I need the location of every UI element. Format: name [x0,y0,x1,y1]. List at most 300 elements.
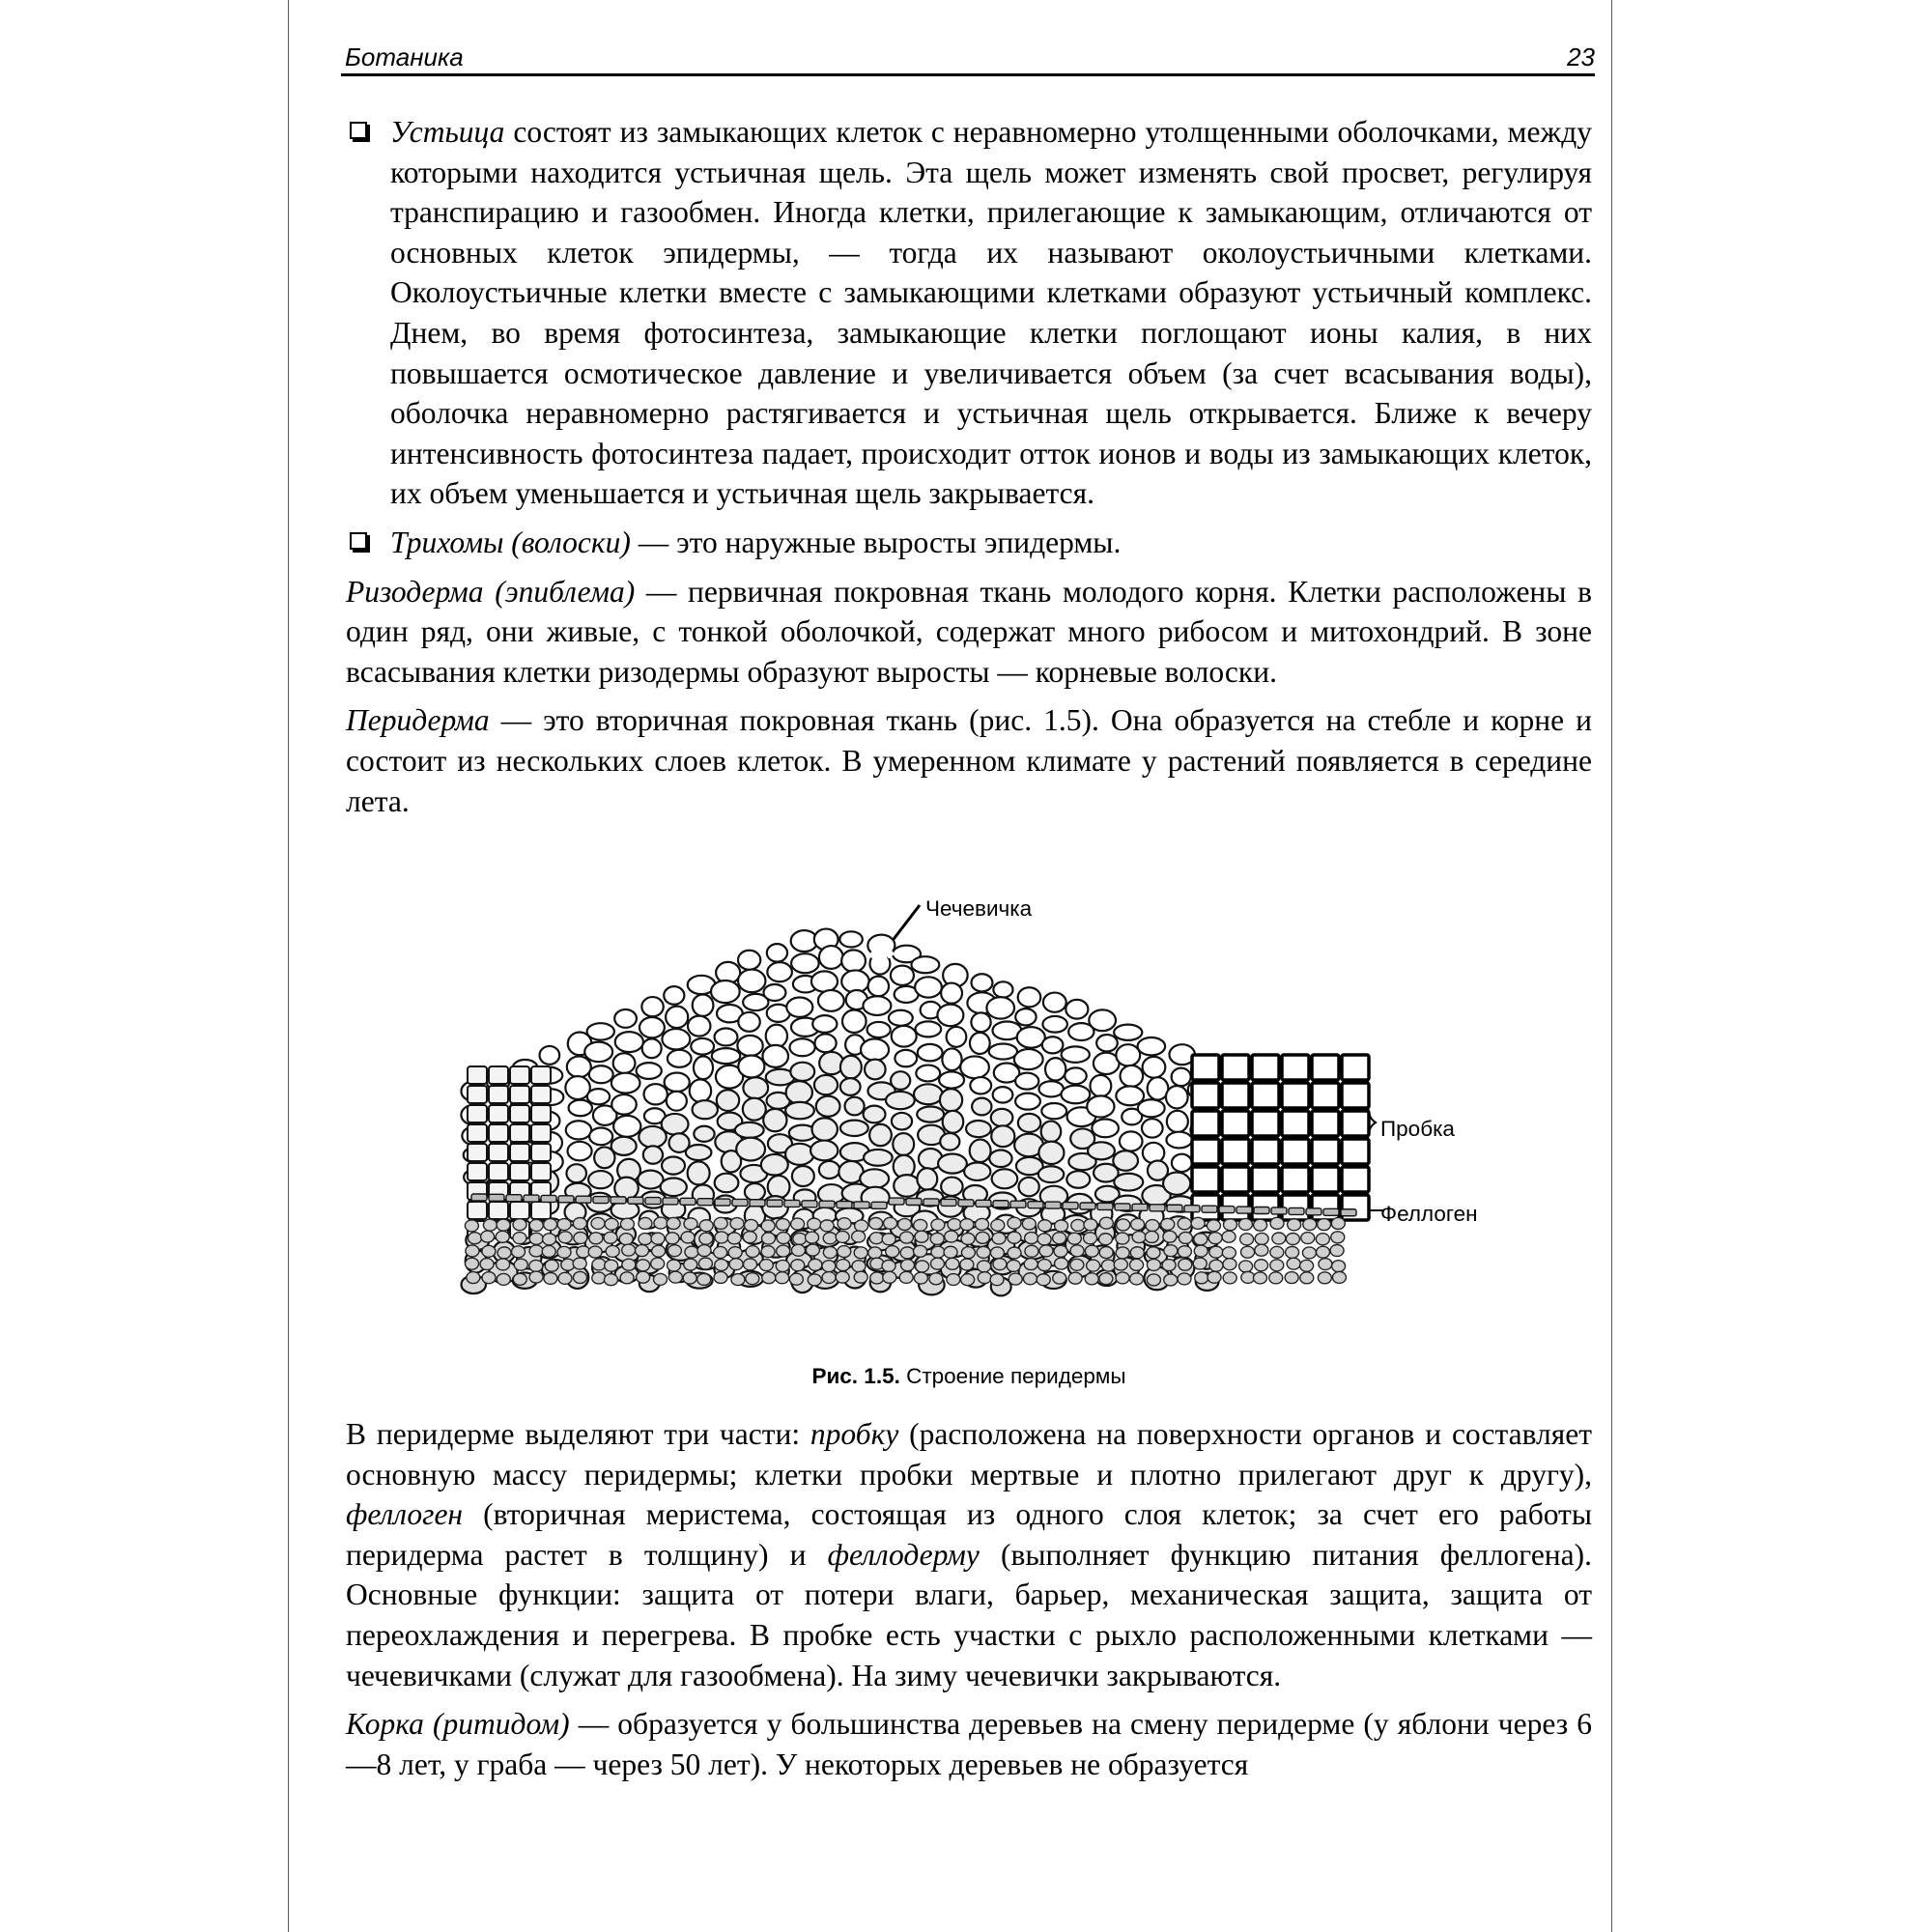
cell-shape [1167,1111,1188,1132]
cell-shape [668,1245,681,1257]
cell-shape [930,1233,944,1244]
cell-shape [1117,1219,1130,1231]
cell-shape [746,1273,759,1285]
cell-shape [489,1124,508,1142]
cell-shape [1222,1231,1236,1242]
cell-shape [976,1232,989,1243]
cell-shape [511,1246,525,1258]
cell-shape [639,1234,652,1245]
page-border-left [288,0,289,1932]
cell-shape [914,1245,927,1257]
cell-shape [714,1217,727,1229]
cell-shape [841,951,866,973]
term-trichomes: Трихомы (волоски) [390,525,631,559]
cell-shape [1178,1246,1191,1258]
cell-shape [1132,1204,1148,1210]
cell-shape [810,1141,838,1161]
cell-shape [506,1195,522,1202]
paragraph-rhizoderm [346,572,1592,693]
cell-shape [524,1195,539,1202]
cell-shape [889,1198,904,1205]
label-phellogen: Феллоген [1380,1202,1478,1227]
header-rule [341,73,1595,76]
cell-shape [1272,1233,1286,1244]
cell-shape [573,1218,586,1230]
cell-shape [940,1133,959,1151]
cell-shape [1015,1009,1036,1025]
cell-shape [1178,1273,1191,1285]
cell-shape [611,1137,637,1155]
cell-shape [688,1162,710,1185]
cell-shape [947,1027,967,1047]
cell-shape [663,1198,678,1205]
cell-shape [915,1231,928,1242]
cell-shape [513,1219,526,1231]
cell-shape [1087,1260,1100,1271]
cell-shape [1099,1247,1113,1259]
label-lenticel: Чечевичка [925,896,1033,922]
cell-shape [1097,1204,1113,1210]
cell-shape [1101,1260,1115,1271]
cell-shape [822,1272,836,1284]
cell-shape [1300,1272,1314,1284]
cell-shape [1209,1260,1223,1271]
cell-shape [1270,1246,1284,1258]
cell-shape [809,1259,822,1270]
cell-shape [819,1161,839,1179]
term-rhizoderm: Ризодерма (эпиблема) [346,574,636,609]
cell-shape [1037,1234,1051,1245]
cell-shape [743,1098,766,1121]
cell-shape [976,1200,991,1207]
cell-shape [1085,1273,1098,1285]
cell-shape [736,1138,765,1161]
cell-shape [1219,1207,1235,1213]
cell-shape [840,1078,861,1095]
cell-shape [836,1271,849,1283]
cell-shape [837,1260,850,1271]
cell-shape [930,1258,944,1269]
cell-shape [940,1089,962,1111]
cell-shape [1194,1234,1208,1245]
cell-shape [628,1197,643,1204]
cell-shape [1025,1233,1038,1244]
cell-shape [731,1274,745,1286]
cell-shape [970,1140,991,1162]
cell-shape [645,1198,661,1205]
cell-shape [1041,1103,1066,1119]
cell-shape [1130,1247,1144,1259]
cell-shape [970,1033,990,1054]
cell-shape [1192,1111,1219,1136]
cell-shape [1195,1272,1208,1284]
cell-shape [573,1258,586,1269]
cell-shape [592,1272,606,1284]
cell-shape [688,1016,710,1037]
cell-shape [1318,1219,1331,1231]
cell-shape [557,1219,571,1231]
term-cork: пробку [810,1417,899,1452]
cell-shape [489,1194,504,1201]
cell-shape [1053,1233,1066,1244]
cell-shape [978,1272,991,1284]
cell-shape [686,1145,712,1160]
cell-shape [768,1176,790,1198]
cell-shape [489,1202,508,1219]
cell-shape [1289,1208,1304,1214]
cell-shape [1147,1247,1160,1259]
cell-shape [941,1199,956,1206]
cell-shape [869,1124,892,1146]
cell-shape [1282,1055,1309,1080]
bullet-text: состоят из замыкающих клеток с неравномерно утолщенными оболочками, между которыми находится устьичная щель. Эта щель может изменять свой просвет, регулируя транспирацию и газообмен. Иногда клетки, прилегающие к замыкающим, отличаются от основных клеток эпидермы, — тогда их называют околоустьичными клетками. Околоустьичные клетки вместе с замыкающими клетками образуют устьичный комплекс. Днем, во время фотосинтеза, замыкающие клетки поглощают ионы калия, в них повышается осмотическое давление и увеличивается объем (за счет всасывания воды), оболочка неравномерно растягивается и устьичная щель открывается. Ближе к вечеру интенсивность фотосинтеза падает, происходит отток ионов и воды из замыкающих клеток, их объем уменьшается и устьичная щель закрывается. [390,115,1592,511]
cell-shape [641,997,663,1016]
cell-shape [852,1231,866,1242]
cell-shape [1164,1274,1178,1286]
cell-shape [711,980,740,1003]
cell-shape [1116,1233,1129,1244]
cell-shape [948,1219,961,1231]
cell-shape [972,1098,991,1116]
cell-shape [941,1178,962,1196]
cell-shape [715,1199,730,1206]
cell-shape [992,1233,1006,1244]
cell-shape [931,1219,945,1231]
cell-shape [786,998,812,1017]
cell-shape [1146,1220,1159,1232]
cell-shape [1042,1016,1066,1033]
cell-shape [1252,1055,1279,1080]
cell-shape [529,1220,543,1232]
cell-shape [946,1258,959,1269]
cell-shape [1241,1271,1255,1283]
cell-shape [745,1183,765,1201]
cell-shape [728,1247,742,1259]
cell-shape [1053,1272,1066,1284]
cell-shape [1236,1207,1252,1213]
cell-shape [978,1261,991,1272]
cell-shape [762,1272,776,1284]
cell-shape [667,1092,687,1111]
cell-shape [489,1105,508,1122]
cell-shape [763,1109,786,1131]
cell-shape [1318,1272,1331,1284]
cell-shape [666,1007,688,1029]
cell-shape [865,1060,886,1080]
cell-shape [664,986,684,1005]
cell-shape [791,953,819,973]
cell-shape [589,1128,612,1146]
cell-shape [639,1218,652,1230]
cell-shape [971,1012,990,1032]
cell-shape [1009,1273,1022,1285]
cell-shape [1179,1233,1192,1244]
cell-shape [531,1163,551,1180]
cell-shape [991,1125,1014,1147]
cell-shape [986,997,1014,1018]
cell-shape [906,1199,922,1206]
cell-shape [776,1219,789,1231]
cell-shape [791,1218,805,1230]
cell-shape [1192,1167,1219,1192]
cell-shape [1147,1259,1160,1270]
cell-shape [1028,1202,1043,1208]
cell-shape [854,1271,867,1283]
cell-shape [792,1166,814,1186]
cell-shape [1222,1167,1249,1192]
cell-shape [852,1261,866,1272]
cell-shape [591,1217,605,1229]
cell-shape [622,1259,636,1270]
cell-shape [929,1273,943,1285]
cell-shape [568,1142,592,1161]
cell-shape [892,1026,917,1047]
cell-shape [1193,1258,1207,1269]
cell-shape [762,1045,788,1067]
cell-shape [466,1245,479,1257]
cell-shape [1055,1220,1068,1232]
cell-shape [759,1260,773,1271]
cell-shape [1286,1246,1299,1258]
cell-shape [468,1233,481,1244]
text-run: (вторичная меристема, состоящая из одного слоя клеток; за счет его работы перидерма растет в толщину) и [346,1497,1592,1572]
cell-shape [1038,1142,1064,1164]
cell-shape [791,1244,805,1256]
cell-shape [1282,1111,1309,1136]
cell-shape [738,951,760,970]
cell-shape [1042,1037,1064,1053]
cell-shape [816,1096,840,1117]
cell-shape [785,1144,814,1165]
cell-shape [639,1017,665,1037]
cell-shape [1254,1219,1267,1231]
cell-shape [1043,993,1066,1012]
cell-shape [1090,1075,1111,1096]
cell-shape [743,1232,756,1243]
cell-shape [1222,1055,1249,1080]
cell-shape [545,1260,558,1271]
cell-shape [863,996,891,1015]
cell-shape [785,1102,814,1119]
cell-shape [1147,1274,1160,1286]
cell-shape [611,1197,626,1204]
cell-shape [483,1219,497,1231]
cell-shape [1120,1131,1143,1151]
cell-shape [900,1247,914,1259]
cell-shape [767,944,787,961]
cell-shape [1192,1083,1219,1108]
cell-shape [1255,1234,1268,1245]
cell-shape [884,1217,897,1229]
cell-shape [814,1035,836,1053]
cell-shape [1115,1204,1130,1210]
cell-shape [1223,1272,1236,1284]
cell-shape [960,1057,989,1079]
cell-shape [735,1122,764,1138]
cell-shape [1114,1025,1142,1040]
cell-shape [1055,1258,1068,1269]
cell-shape [915,977,942,997]
cell-shape [1065,1000,1088,1019]
cell-shape [666,1233,679,1244]
cell-shape [690,1080,711,1103]
cell-shape [1025,1245,1038,1257]
cell-shape [544,1219,557,1231]
cell-shape [1098,1234,1112,1245]
cell-shape [714,1272,727,1284]
cell-shape [468,1163,487,1180]
cell-shape [637,1063,662,1079]
cell-shape [993,1201,1009,1208]
cell-shape [651,1233,665,1244]
cell-shape [989,1151,1011,1168]
cell-shape [1240,1234,1254,1245]
cell-shape [891,966,914,985]
cell-shape [1018,987,1041,1007]
cell-shape [467,1272,480,1284]
cell-shape [1222,1139,1249,1164]
cell-shape [916,1261,929,1272]
cell-shape [1342,1083,1369,1108]
cell-shape [966,1121,991,1137]
cell-shape [636,1245,649,1257]
cell-shape [790,1063,814,1081]
cell-shape [606,1245,619,1257]
cell-shape [593,1197,609,1204]
cell-shape [1116,1247,1129,1259]
cell-shape [1191,1217,1205,1229]
cell-shape [531,1105,551,1122]
cell-shape [961,1247,975,1259]
cell-shape [808,1218,821,1230]
bullet-text: — это наружные выросты эпидермы. [630,525,1122,559]
paragraph-text: — это вторичная покровная ткань (рис. 1.5). Она образуется на стебле и корне и состоит из нескольких слоев клеток. В умеренном климате у растений появляется в середине лета. [346,703,1592,818]
cell-shape [1312,1055,1339,1080]
cell-shape [1312,1083,1339,1108]
cell-shape [540,1046,560,1065]
cell-shape [468,1144,487,1161]
cell-shape [529,1245,543,1257]
cell-shape [1319,1259,1332,1270]
cell-shape [1192,1055,1219,1080]
paragraph-text: — образуется у большинства деревьев на смену перидерме (у яблони через 6—8 лет, у граба — через 50 лет). У некоторых деревьев не образуется [346,1707,1593,1781]
paragraph-periderm-parts [346,1414,1592,1695]
page-border-right [1611,0,1612,1932]
cell-shape [1008,1232,1021,1243]
cell-shape [777,1245,790,1257]
cell-shape [1194,1245,1208,1257]
figure-caption [346,1356,1592,1397]
cell-shape [1172,1154,1192,1172]
cell-shape [822,1261,836,1272]
cell-shape [791,1260,805,1271]
cell-shape [1179,1259,1192,1270]
cell-shape [945,1231,958,1242]
figure-periderm [346,844,1592,1389]
cell-shape [991,1109,1013,1126]
cell-shape [576,1196,591,1203]
cell-shape [1323,1208,1339,1215]
cell-shape [745,1220,758,1232]
cell-shape [1252,1167,1279,1192]
cell-shape [1096,1035,1118,1051]
cell-shape [1023,1273,1037,1285]
cell-shape [892,1113,912,1130]
cell-shape [1019,1178,1039,1197]
cell-shape [531,1144,551,1161]
cell-shape [840,1056,862,1079]
cell-shape [989,1044,1017,1060]
cell-shape [761,1220,775,1232]
cell-shape [993,1259,1007,1270]
cell-shape [900,1260,914,1271]
cell-shape [693,995,714,1016]
cell-shape [605,1218,618,1230]
cell-shape [1068,1272,1082,1284]
cell-shape [931,1246,945,1258]
cell-shape [868,1247,882,1259]
cell-shape [1312,1139,1339,1164]
cell-shape [1054,1245,1067,1257]
cell-shape [468,1124,487,1142]
cell-shape [1255,1244,1268,1256]
cell-shape [837,1202,852,1208]
cell-shape [938,1154,967,1174]
cell-shape [574,1272,587,1284]
cell-shape [542,1246,555,1258]
cell-shape [544,1272,557,1284]
cell-shape [584,1042,612,1063]
cell-shape [1238,1218,1252,1230]
cell-shape [514,1259,527,1270]
cell-shape [510,1105,529,1122]
cell-shape [611,1094,637,1115]
cell-shape [497,1219,510,1231]
cell-shape [558,1196,574,1203]
cell-shape [970,1077,991,1094]
cell-shape [727,1233,741,1244]
cell-shape [882,1260,895,1271]
cell-shape [842,1010,867,1033]
cell-shape [1301,1233,1315,1244]
cell-shape [497,1247,511,1259]
cell-shape [1331,1218,1345,1230]
cell-shape [729,1259,743,1270]
cell-shape [738,1056,764,1078]
cell-shape [923,1199,939,1206]
cell-shape [715,1029,738,1046]
cell-shape [730,1218,744,1230]
cell-shape [620,1272,634,1284]
cell-shape [620,1218,634,1230]
cell-shape [1164,1245,1178,1257]
cell-shape [513,1273,526,1285]
cell-shape [917,1168,937,1189]
cell-shape [911,956,939,973]
cell-shape [891,1071,910,1090]
cell-shape [1065,1068,1087,1085]
cell-shape [558,1272,572,1284]
cell-shape [750,1200,765,1207]
cell-shape [558,1232,572,1243]
cell-shape [1209,1246,1223,1258]
cell-shape [1239,1261,1253,1272]
cell-shape [761,1154,788,1176]
cell-shape [1113,1151,1138,1171]
cell-shape [976,1219,989,1231]
cell-shape [497,1274,510,1286]
cell-shape [893,1133,914,1155]
